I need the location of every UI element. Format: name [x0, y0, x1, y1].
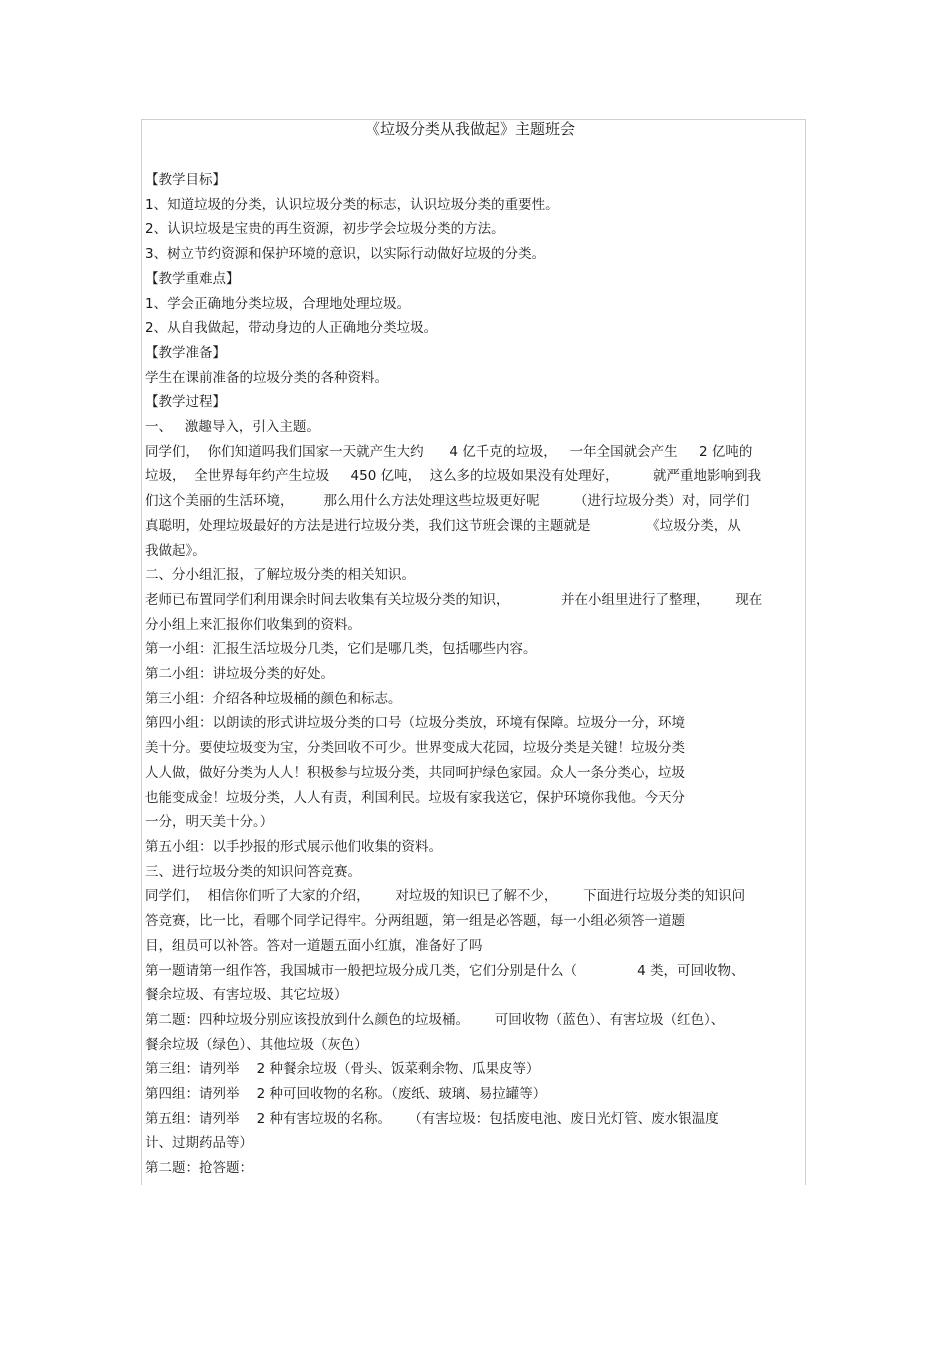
text-line: 学生在课前准备的垃圾分类的各种资料。 [145, 369, 388, 386]
text-line: 二、分小组汇报，了解垃圾分类的相关知识。 [145, 567, 415, 584]
document-body [145, 116, 805, 1181]
text-line: 一分，明天美十分。） [145, 814, 274, 831]
text-line: 第五组：请列举 2 种有害垃圾的名称。 （有害垃圾：包括废电池、废日光灯管、废水银温度 [145, 1110, 719, 1127]
document-title: 《垃圾分类从我做起》主题班会 [364, 120, 575, 138]
text-line: 3、树立节约资源和保护环境的意识，以实际行动做好垃圾的分类。 [145, 246, 546, 263]
text-line: 同学们， 相信你们听了大家的介绍， 对垃圾的知识已了解不少， 下面进行垃圾分类的知识问 [145, 888, 746, 905]
text-line: 第二小组：讲垃圾分类的好处。 [145, 666, 334, 683]
text-line: 第四组：请列举 2 种可回收物的名称。（废纸、玻璃、易拉罐等） [145, 1086, 547, 1103]
text-line: 真聪明，处理垃圾最好的方法是进行垃圾分类，我们这节班会课的主题就是 《垃圾分类，从 [145, 517, 741, 534]
text-line: 【教学过程】 [145, 394, 226, 411]
text-line: 人人做，做好分类为人人！积极参与垃圾分类，共同呵护绿色家园。众人一条分类心，垃圾 [145, 764, 685, 781]
text-line: 【教学目标】 [145, 172, 226, 188]
text-line: 1、知道垃圾的分类，认识垃圾分类的标志，认识垃圾分类的重要性。 [145, 196, 559, 213]
text-line: 1、学会正确地分类垃圾，合理地处理垃圾。 [145, 295, 411, 312]
text-line: 我做起》。 [145, 542, 206, 559]
text-line: 第三小组：介绍各种垃圾桶的颜色和标志。 [145, 690, 402, 707]
text-line: 餐余垃圾、有害垃圾、其它垃圾） [145, 987, 348, 1004]
text-line: 三、进行垃圾分类的知识问答竞赛。 [145, 863, 361, 880]
text-line: 第三组：请列举 2 种餐余垃圾（骨头、饭菜剩余物、瓜果皮等） [145, 1061, 540, 1078]
text-line: 分小组上来汇报你们收集到的资料。 [145, 616, 361, 633]
text-line: 第二题：抢答题： [145, 1160, 253, 1177]
text-line: 也能变成金！垃圾分类，人人有责，利国利民。垃圾有家我送它，保护环境你我他。今天分 [145, 789, 685, 806]
text-line: 2、从自我做起，带动身边的人正确地分类垃圾。 [145, 320, 438, 337]
text-line: 答竞赛，比一比，看哪个同学记得牢。分两组题，第一组是必答题，每一小组必须答一道题 [145, 913, 685, 930]
text-line: 第四小组：以朗读的形式讲垃圾分类的口号（垃圾分类放，环境有保障。垃圾分一分，环境 [145, 715, 685, 732]
text-line: 餐余垃圾（绿色）、其他垃圾（灰色） [145, 1036, 368, 1053]
text-line: 第一题请第一组作答，我国城市一般把垃圾分成几类，它们分别是什么（ 4 类，可回收物、 [145, 962, 745, 979]
text-line: 【教学重难点】 [145, 270, 240, 287]
text-line: 【教学准备】 [145, 344, 226, 361]
text-line: 一、 激趣导入，引入主题。 [145, 419, 320, 436]
text-line: 老师已布置同学们利用课余时间去收集有关垃圾分类的知识， 并在小组里进行了整理， 现在 [145, 591, 763, 608]
document-lines [145, 168, 805, 1181]
text-line: 美十分。要使垃圾变为宝，分类回收不可少。世界变成大花园，垃圾分类是关键！垃圾分类 [145, 740, 685, 757]
text-line: 垃圾， 全世界每年约产生垃圾 450 亿吨， 这么多的垃圾如果没有处理好， 就严重地影响到我 [145, 468, 762, 485]
text-line: 第五小组：以手抄报的形式展示他们收集的资料。 [145, 838, 442, 855]
text-line: 第二题：四种垃圾分别应该投放到什么颜色的垃圾桶。 可回收物（蓝色）、有害垃圾（红色）、 [145, 1011, 725, 1028]
text-line: 同学们， 你们知道吗我们国家一天就产生大约 4 亿千克的垃圾， 一年全国就会产生 2 亿吨的 [145, 443, 753, 460]
text-line: 目，组员可以补答。答对一道题五面小红旗，准备好了吗 [145, 937, 483, 954]
text-line: 2、认识垃圾是宝贵的再生资源，初步学会垃圾分类的方法。 [145, 221, 505, 238]
text-line: 第一小组：汇报生活垃圾分几类，它们是哪几类，包括哪些内容。 [145, 641, 537, 658]
text-line: 们这个美丽的生活环境， 那么用什么方法处理这些垃圾更好呢 （进行垃圾分类）对，同学们 [145, 493, 750, 510]
text-line: 计、过期药品等） [145, 1135, 253, 1152]
